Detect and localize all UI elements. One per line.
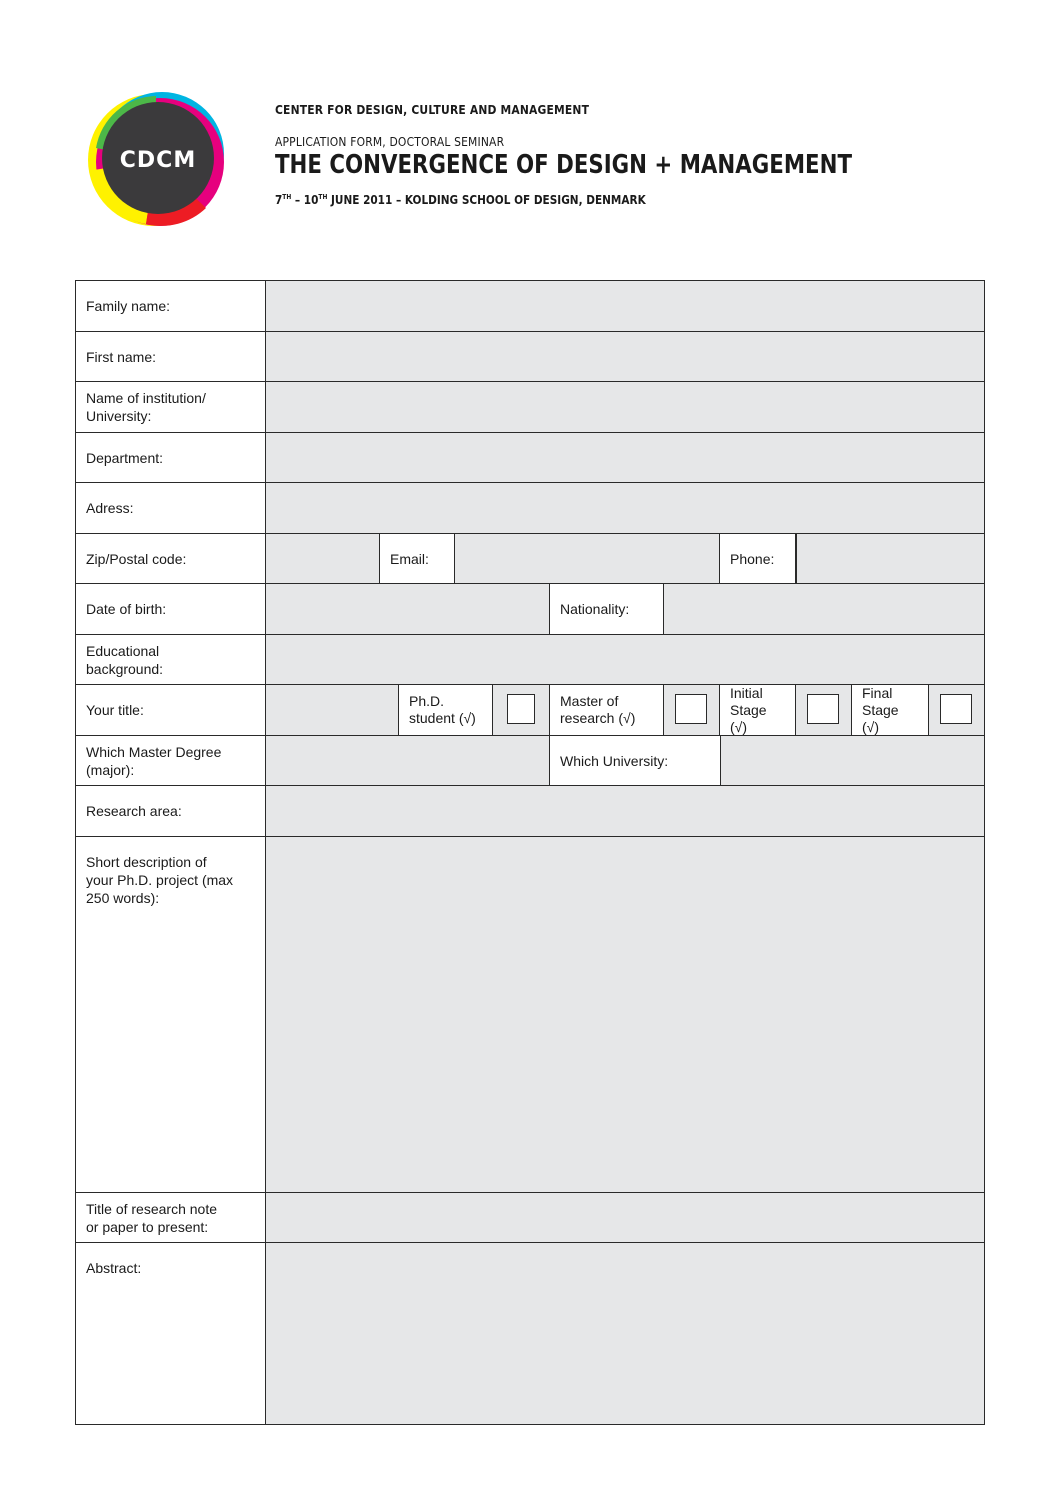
dob-field[interactable]: [265, 584, 550, 634]
paper-title-label: Title of research note or paper to present:: [76, 1193, 266, 1242]
master-research-label: Master of research (√): [549, 685, 664, 735]
description-label: Short description of your Ph.D. project (max 250 words):: [76, 837, 266, 1192]
address-field[interactable]: [265, 483, 984, 533]
nationality-field[interactable]: [663, 584, 984, 634]
department-label: Department:: [76, 433, 266, 482]
phd-checkbox-cell: [492, 685, 550, 735]
row-zip-email-phone: [76, 534, 984, 584]
form-type: APPLICATION FORM, DOCTORAL SEMINAR: [275, 134, 505, 149]
final-stage-checkbox[interactable]: [940, 694, 972, 724]
which-university-label: Which University:: [549, 736, 721, 785]
row-family-name: [76, 281, 984, 332]
row-master-university: [76, 736, 984, 786]
email-field[interactable]: [454, 534, 720, 583]
row-institution: [76, 382, 984, 433]
master-checkbox-cell: [663, 685, 720, 735]
first-name-label: First name:: [76, 332, 266, 381]
organization-name: CENTER FOR DESIGN, CULTURE AND MANAGEMENT: [275, 102, 590, 117]
research-area-field[interactable]: [265, 786, 984, 836]
row-address: [76, 483, 984, 534]
master-degree-label: Which Master Degree (major):: [76, 736, 266, 785]
seminar-title: THE CONVERGENCE OF DESIGN + MANAGEMENT: [275, 150, 853, 180]
institution-label: Name of institution/ University:: [76, 382, 266, 432]
zip-field[interactable]: [265, 534, 380, 583]
phd-student-label: Ph.D. student (√): [398, 685, 493, 735]
department-field[interactable]: [265, 433, 984, 482]
education-field[interactable]: [265, 635, 984, 684]
row-department: [76, 433, 984, 483]
row-your-title: [76, 685, 984, 736]
family-name-field[interactable]: [265, 281, 984, 331]
description-field[interactable]: [265, 837, 984, 1192]
your-title-label: Your title:: [76, 685, 266, 735]
which-university-field[interactable]: [720, 736, 984, 785]
abstract-field[interactable]: [265, 1243, 984, 1424]
dob-label: Date of birth:: [76, 584, 266, 634]
initial-checkbox-cell: [795, 685, 852, 735]
abstract-label: Abstract:: [76, 1243, 266, 1424]
row-description: [76, 837, 984, 1193]
master-research-checkbox[interactable]: [675, 694, 707, 724]
row-education: [76, 635, 984, 685]
phd-student-checkbox[interactable]: [507, 694, 535, 724]
initial-stage-checkbox[interactable]: [807, 694, 839, 724]
family-name-label: Family name:: [76, 281, 266, 331]
education-label: Educational background:: [76, 635, 266, 684]
nationality-label: Nationality:: [549, 584, 664, 634]
row-dob-nationality: [76, 584, 984, 635]
application-form: [75, 280, 985, 1425]
row-paper-title: [76, 1193, 984, 1243]
header: [275, 100, 975, 208]
final-stage-label: Final Stage (√): [851, 685, 929, 735]
zip-label: Zip/Postal code:: [76, 534, 266, 583]
email-label: Email:: [379, 534, 455, 583]
initial-stage-label: Initial Stage (√): [719, 685, 796, 735]
phone-label: Phone:: [719, 534, 796, 583]
master-degree-field[interactable]: [265, 736, 550, 785]
paper-title-field[interactable]: [265, 1193, 984, 1242]
final-checkbox-cell: [928, 685, 984, 735]
logo-text: CDCM: [119, 148, 197, 173]
address-label: Adress:: [76, 483, 266, 533]
first-name-field[interactable]: [265, 332, 984, 381]
row-abstract: [76, 1243, 984, 1424]
phone-field[interactable]: [795, 534, 984, 583]
row-first-name: [76, 332, 984, 382]
research-area-label: Research area:: [76, 786, 266, 836]
your-title-field[interactable]: [265, 685, 399, 735]
cdcm-logo: [86, 88, 230, 228]
row-research-area: [76, 786, 984, 837]
seminar-date-location: 7TH – 10TH JUNE 2011 – KOLDING SCHOOL OF DESIGN, DENMARK: [275, 192, 646, 207]
institution-field[interactable]: [265, 382, 984, 432]
